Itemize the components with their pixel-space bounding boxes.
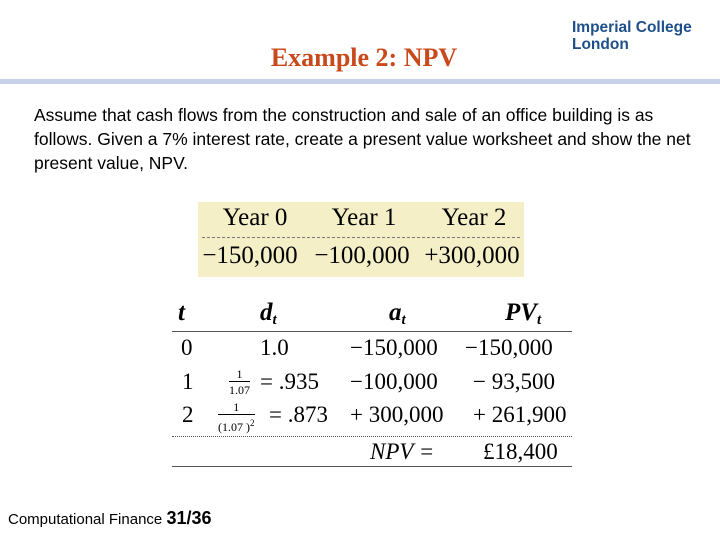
row-2-frac-base: (1.07 ) <box>218 420 250 434</box>
logo-line-2: London <box>572 36 629 53</box>
row-1-frac-denominator: 1.07 <box>229 383 250 397</box>
worksheet-bottom-rule <box>172 466 572 467</box>
header-a-label: a <box>389 299 402 326</box>
cf-value-year-1: −100,000 <box>314 242 410 269</box>
cf-header-year-1: Year 1 <box>331 204 397 231</box>
cf-dashed-divider <box>202 237 520 238</box>
page-number: 31/36 <box>166 508 212 528</box>
row-2-frac-denominator <box>218 414 255 434</box>
cf-value-year-0: −150,000 <box>202 242 298 269</box>
header-pv-subscript: t <box>536 312 542 328</box>
cf-header-year-2: Year 2 <box>441 204 507 231</box>
header-d-label: d <box>260 299 273 326</box>
row-1-frac-numerator: 1 <box>236 367 243 381</box>
npv-value: £18,400 <box>483 439 558 464</box>
header-d <box>260 299 277 329</box>
imperial-college-logo <box>572 19 692 53</box>
row-0-a: −150,000 <box>350 335 438 360</box>
row-1-d: = .935 <box>260 369 319 394</box>
header-a <box>389 299 406 329</box>
header-pv <box>505 299 541 329</box>
row-1-pv: − 93,500 <box>473 369 555 394</box>
logo-line-1: Imperial College <box>572 19 692 36</box>
row-1-a: −100,000 <box>350 369 438 394</box>
row-0-pv: −150,000 <box>465 335 553 360</box>
row-2-d: = .873 <box>269 402 328 427</box>
cf-header-year-0: Year 0 <box>222 204 288 231</box>
row-2-a: + 300,000 <box>350 402 444 427</box>
cash-flow-table <box>198 202 524 277</box>
header-rule <box>0 79 720 84</box>
footer <box>8 508 211 529</box>
row-2-discount-fraction <box>218 401 255 434</box>
slide-title: Example 2: NPV <box>270 43 458 72</box>
header-divider <box>172 331 572 332</box>
header-pv-label: PV <box>505 299 537 326</box>
problem-statement: Assume that cash flows from the construction and sale of an office building is as follows. Given a 7% interest rate, create a present value worksheet and show the net present value, NPV. <box>34 105 691 173</box>
npv-dotted-divider <box>172 436 572 437</box>
cf-value-year-2: +300,000 <box>424 242 520 269</box>
header-a-subscript: t <box>401 312 406 328</box>
row-2-frac-exponent: 2 <box>250 418 255 428</box>
row-0-t: 0 <box>181 335 193 360</box>
row-2-frac-numerator: 1 <box>233 400 240 414</box>
header-d-subscript: t <box>272 312 277 328</box>
row-2-pv: + 261,900 <box>473 402 567 427</box>
course-name: Computational Finance <box>8 511 163 528</box>
row-1-t: 1 <box>182 369 194 394</box>
row-2-t: 2 <box>182 402 194 427</box>
row-1-discount-fraction <box>229 368 250 397</box>
present-value-worksheet <box>172 293 572 473</box>
row-0-d: 1.0 <box>260 335 289 360</box>
npv-label: NPV = <box>370 439 435 464</box>
header-t: t <box>178 299 185 326</box>
